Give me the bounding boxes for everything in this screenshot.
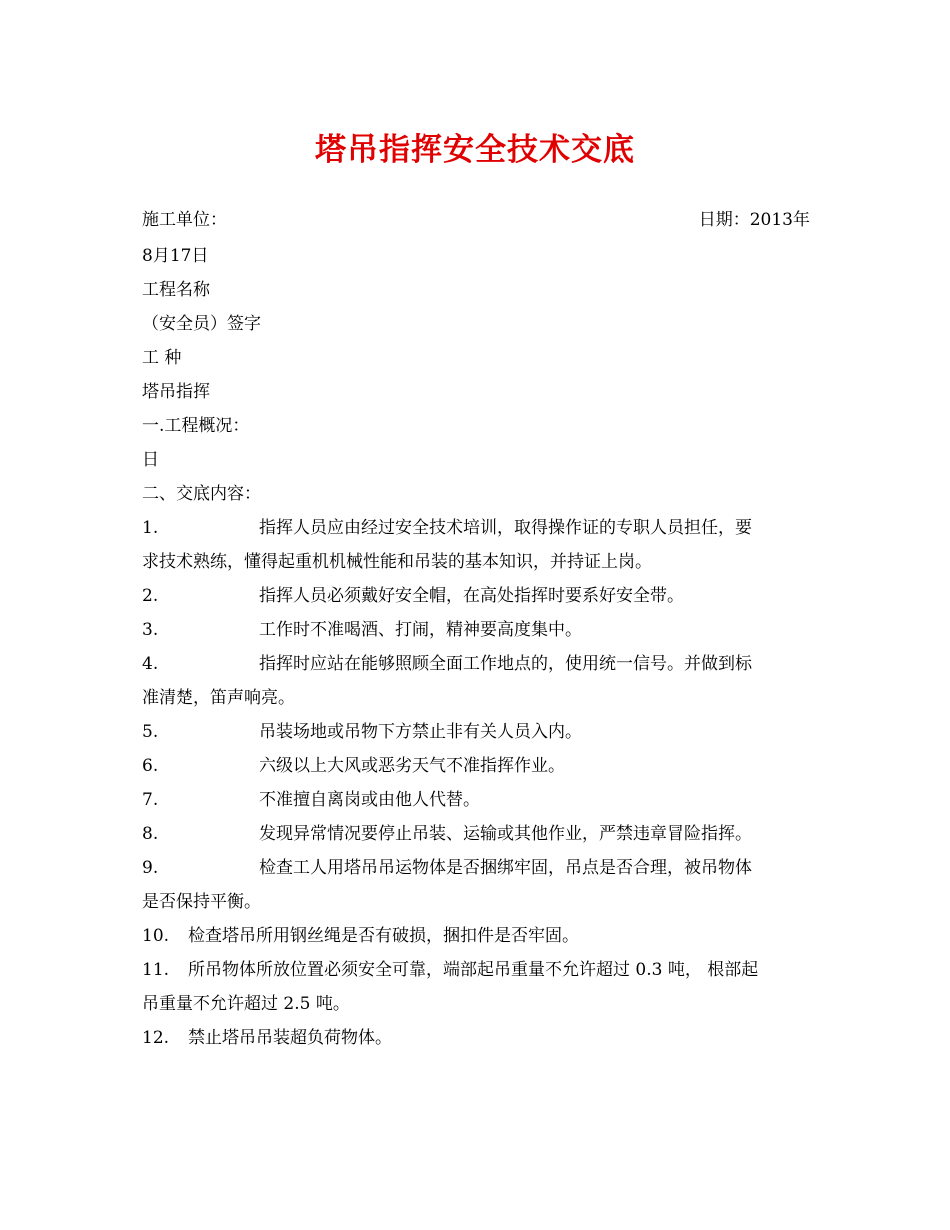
list-item	[142, 755, 812, 777]
item-number: 7.	[142, 790, 159, 810]
list-item	[142, 721, 812, 743]
item-number: 5.	[142, 722, 159, 742]
list-item	[142, 517, 812, 539]
item-text: 吊装场地或吊物下方禁止非有关人员入内。	[259, 722, 582, 742]
item-number: 2.	[142, 586, 159, 606]
item-text: 禁止塔吊吊装超负荷物体。	[188, 1028, 392, 1048]
section-content-heading: 二、交底内容：	[142, 484, 261, 504]
item-number: 12.	[142, 1028, 170, 1048]
list-item-continuation: 吊重量不允许超过 2.5 吨。	[142, 994, 350, 1014]
list-item	[142, 585, 812, 607]
item-text: 所吊物体所放位置必须安全可靠，端部起吊重量不允许超过 0.3 吨， 根部起	[188, 960, 759, 980]
item-text: 不准擅自离岗或由他人代替。	[259, 790, 480, 810]
safety-officer-signature-label: （安全员）签字	[142, 314, 261, 334]
work-type-value: 塔吊指挥	[142, 382, 210, 402]
item-text: 指挥人员应由经过安全技术培训，取得操作证的专职人员担任，要	[259, 518, 752, 538]
item-number: 10.	[142, 926, 170, 946]
list-item	[142, 925, 812, 947]
document-title: 塔吊指挥安全技术交底	[315, 132, 635, 168]
item-text: 检查塔吊所用钢丝绳是否有破损，捆扣件是否牢固。	[188, 926, 579, 946]
date-continuation: 8月17日	[142, 246, 209, 266]
item-text: 六级以上大风或恶劣天气不准指挥作业。	[259, 756, 565, 776]
list-item	[142, 959, 812, 981]
list-item	[142, 823, 812, 845]
item-number: 6.	[142, 756, 159, 776]
item-number: 4.	[142, 654, 159, 674]
project-name-label: 工程名称	[142, 280, 210, 300]
list-item-continuation: 是否保持平衡。	[142, 892, 261, 912]
item-number: 11.	[142, 960, 170, 980]
list-item-continuation: 求技术熟练，懂得起重机机械性能和吊装的基本知识，并持证上岗。	[142, 552, 652, 572]
list-item	[142, 1027, 812, 1049]
construction-unit-label: 施工单位：	[142, 210, 227, 230]
work-type-label: 工 种	[142, 348, 182, 368]
item-number: 1.	[142, 518, 159, 538]
item-text: 指挥时应站在能够照顾全面工作地点的，使用统一信号。并做到标	[259, 654, 752, 674]
list-item	[142, 619, 812, 641]
list-item	[142, 857, 812, 879]
item-text: 发现异常情况要停止吊装、运输或其他作业，严禁违章冒险指挥。	[259, 824, 752, 844]
item-text: 指挥人员必须戴好安全帽，在高处指挥时要系好安全带。	[259, 586, 684, 606]
item-text: 检查工人用塔吊吊运物体是否捆绑牢固，吊点是否合理，被吊物体	[259, 858, 752, 878]
item-text: 工作时不准喝酒、打闹，精神要高度集中。	[259, 620, 582, 640]
item-number: 3.	[142, 620, 159, 640]
list-item	[142, 789, 812, 811]
list-item-continuation: 准清楚，笛声响亮。	[142, 688, 295, 708]
item-number: 9.	[142, 858, 159, 878]
date-label: 日期：2013年	[698, 210, 810, 230]
section-overview-heading: 一.工程概况：	[142, 416, 250, 436]
item-number: 8.	[142, 824, 159, 844]
list-item	[142, 653, 812, 675]
section-overview-value: 日	[142, 450, 159, 470]
